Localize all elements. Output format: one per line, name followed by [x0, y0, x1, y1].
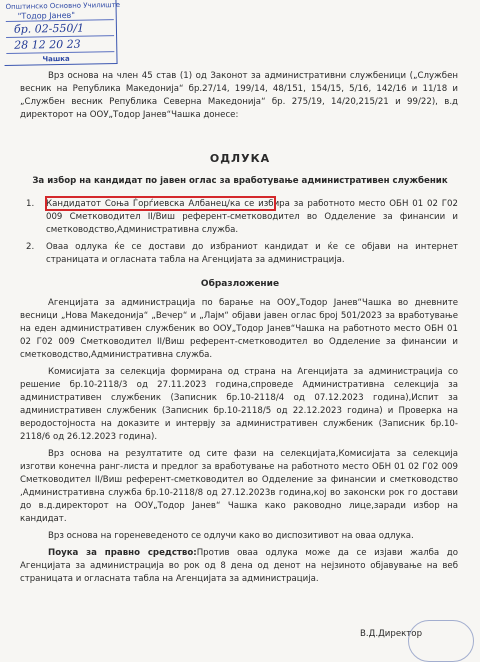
preamble: Врз основа на член 45 став (1) од Законот за административни службеници („Службен весник на Република Македонија“ бр.27/14, 199/14, 48/151, 154/15, 5/16, 142/16 и 11/18 и „Службен весник Република Северна Македонија“ бр. 275/19, 14/20,215/21 и 99/22), в.д директорот на ООУ„Тодор Јанев“Чашка донесе:: [20, 71, 458, 120]
document-title: ОДЛУКА: [209, 152, 271, 165]
stamp-school-title: "Тодор Јанев": [17, 10, 76, 21]
stamp-date: 28 12 20 23: [14, 37, 81, 52]
document-subtitle: За избор на кандидат по јавен оглас за вработување административен службеник: [32, 176, 448, 186]
signature-label: В.Д.Директор: [360, 629, 423, 639]
item-text: Оваа одлука ќе се достави до избраниот кандидат и ќе се објави на интернет страницата и огласната табла на Агенцијата за администрација.: [46, 242, 458, 265]
stamp-city: Чашка: [42, 54, 70, 64]
candidate-highlight-box: [45, 196, 276, 211]
item-number: 2.: [26, 242, 35, 252]
reasoning-body: [20, 297, 458, 586]
signature-stamp: [408, 620, 474, 662]
section-title: Образложение: [200, 279, 280, 289]
item-number: 1.: [26, 199, 35, 209]
legal-remedy-text: Против оваа одлука може да се изјави жалба до Агенцијата за администрација во рок од 8 дена од денот на нејзиното објавување на веб страницата и огласната табла на Агенцијата за администрација.: [20, 548, 458, 584]
reasoning-paragraph: Комисијата за селекција формирана од страна на Агенцијата за администрација со решение бр.10-2118/3 од 27.11.2023 година,спроведе Административна селекција за административен службеник (Записник бр.10-2118/4 од 07.12.2023 година),Испит за административен службеник (Записник бр.10-2118/5 од 22.12.2023 година) и Проверка на веродостојноста на доказите и интервју за административен службеник (Записник бр.10-2118/6 од 26.12.2023 година).: [20, 367, 458, 442]
registry-stamp: [3, 0, 121, 66]
reasoning-paragraph: Агенцијата за администрација по барање на ООУ„Тодор Јанев“Чашка во дневните весници „Нова Македонија“ „Вечер“ и „Лајм“ објави јавен оглас број 501/2023 за вработување на еден административен службеник во ООУ„Тодор Јанев“Чашка на работното место ОБН 01 02 Г02 009 Сметководител II/Виш референт-сметководител во Одделение за финансии и сметководство,Административна служба.: [20, 298, 458, 360]
legal-remedy-label: Поука за правно средство:: [48, 548, 197, 558]
stamp-school-name: Општинско Основно Училиште: [5, 0, 121, 11]
reasoning-paragraph: Врз основа на гореневеденото се одлучи како во диспозитивот на оваа одлука.: [48, 531, 414, 541]
decision-item: [26, 241, 458, 267]
item-text: Кандидатот Соња Ѓорѓиевска Албанец/ка се избира за работното место ОБН 01 02 Г02 009 Сметководител II/Виш референт-сметководител во Одделение за финансии и сметководство,Административна служба.: [46, 199, 458, 235]
decision-item: [26, 198, 458, 237]
stamp-number: бр. 02-550/1: [13, 21, 85, 36]
decision-items: [26, 198, 458, 271]
legal-remedy: [20, 547, 458, 586]
reasoning-paragraph: Врз основа на резултатите од сите фази на селекцијата,Комисијата за селекција изготви конечна ранг-листа и предлог за вработување на работното место ОБН 01 02 Г02 009 Сметководител II/Виш референт-сметководител во Одделение за финансии и сметководство ,Административна служба бр.10-2118/8 од 27.12.2023в година,кој во законски рок го достави до в.д.директорот на ООУ„Тодор Јанев“ Чашка како раководно лице,заради избор на кандидат.: [20, 449, 458, 524]
